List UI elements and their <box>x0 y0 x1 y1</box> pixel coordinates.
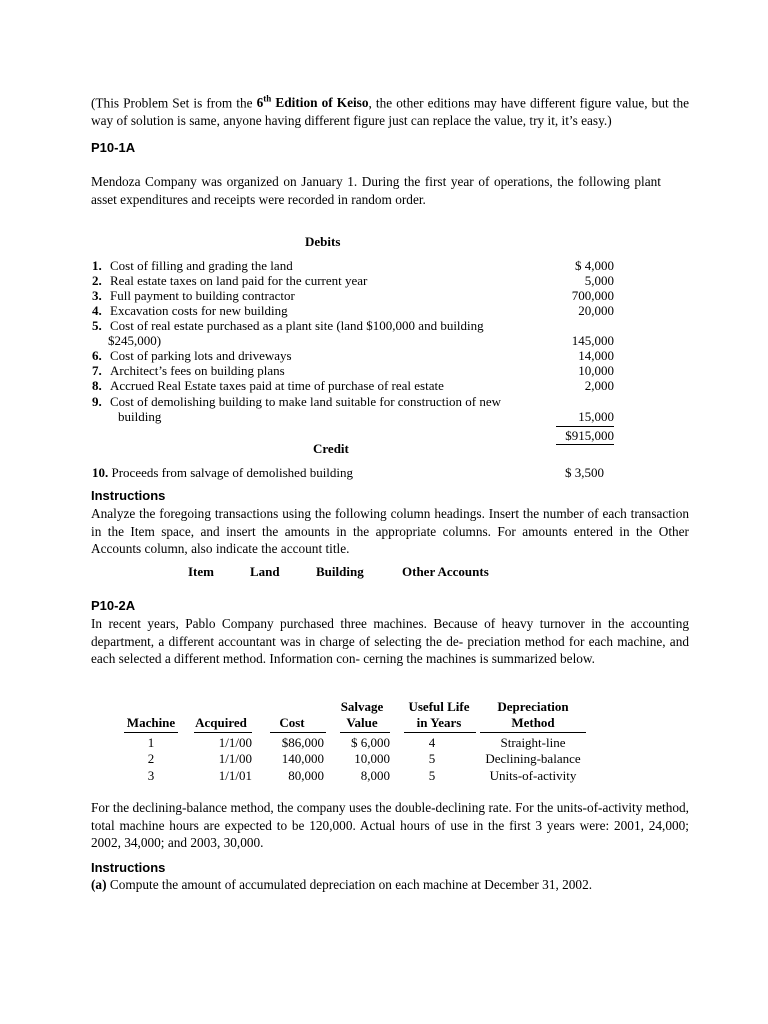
credit-row: 10. Proceeds from salvage of demolished building $ 3,500 <box>92 465 604 480</box>
total-rule-top <box>556 426 614 427</box>
row-3-salvage: 8,000 <box>360 768 390 783</box>
problem-2-instructions-heading: Instructions <box>91 860 166 875</box>
edition-number: 6 <box>256 95 264 111</box>
debit-row: 4. Excavation costs for new building 20,000 <box>92 303 614 318</box>
debit-row: 5. Cost of real estate purchased as a plant site (land $100,000 and building <box>92 318 484 333</box>
column-heading-item: Item <box>188 564 214 579</box>
row-2-life: 5 <box>428 751 436 766</box>
header-machine: Machine <box>126 715 176 730</box>
total-rule-bottom <box>556 444 614 445</box>
header-rule-acquired <box>194 732 252 733</box>
debits-total: $915,000 <box>565 428 614 443</box>
row-2-cost: 140,000 <box>281 751 324 766</box>
column-heading-land: Land <box>250 564 280 579</box>
header-rule-salvage <box>340 732 390 733</box>
column-heading-building: Building <box>316 564 364 579</box>
header-acquired: Acquired <box>195 715 247 730</box>
debit-row: 3. Full payment to building contractor 700,000 <box>92 288 614 303</box>
problem-2-heading: P10-2A <box>91 598 136 613</box>
row-2-salvage: 10,000 <box>354 751 390 766</box>
debit-row: 7. Architect’s fees on building plans 10,000 <box>92 363 614 378</box>
edition-rest: Edition of Keiso <box>271 95 369 111</box>
problem-1-heading: P10-1A <box>91 140 136 155</box>
debits-heading: Debits <box>305 234 341 249</box>
edition-superscript: th <box>263 94 272 104</box>
debit-row: 9. Cost of demolishing building to make land suitable for construction of new <box>92 394 502 409</box>
problem-2-note: For the declining-balance method, the company uses the double-declining rate. For the units-of-activity method, total machine hours are expected to be 120,000. Actual hours of use in the first 3 years were: 2001, 24,000; 2002, 34,000; and 2003, 30,000. <box>91 800 689 850</box>
row-3-method: Units-of-activity <box>489 768 577 783</box>
debit-row-continued: building 15,000 <box>118 409 614 424</box>
header-method: Method <box>511 715 555 730</box>
row-3-acquired: 1/1/01 <box>218 768 252 783</box>
header-rule-life <box>404 732 476 733</box>
debit-row: 1. Cost of filling and grading the land $ 4,000 <box>92 258 614 273</box>
debit-row: 8. Accrued Real Estate taxes paid at time of purchase of real estate 2,000 <box>92 378 614 393</box>
row-1-life: 4 <box>428 735 436 750</box>
instruction-a-text: Compute the amount of accumulated depreciation on each machine at December 31, 2002. <box>106 877 593 892</box>
problem-1-instructions-heading: Instructions <box>91 488 166 503</box>
header-rule-machine <box>124 732 178 733</box>
instruction-a-label: (a) <box>91 877 107 892</box>
intro-text-1: (This Problem Set is from the <box>91 95 257 111</box>
row-2-machine: 2 <box>147 751 155 766</box>
debit-row: 6. Cost of parking lots and driveways 14,000 <box>92 348 614 363</box>
row-2-method: Declining-balance <box>485 751 581 766</box>
intro-text-2: , the other editions may have different figure value, but the way of solution is same, anyone having different figure just can replace the value, try it, it’s easy.) <box>91 95 690 128</box>
row-2-acquired: 1/1/00 <box>218 751 252 766</box>
header-salvage: Salvage <box>340 699 384 714</box>
row-1-acquired: 1/1/00 <box>218 735 252 750</box>
header-depreciation: Depreciation <box>497 699 569 714</box>
header-cost: Cost <box>279 715 305 730</box>
problem-1-description: Mendoza Company was organized on January 1. During the first year of operations, the following plant asset expenditures and receipts were recorded in random order. <box>91 174 661 207</box>
credit-heading: Credit <box>313 441 349 456</box>
problem-2-description: In recent years, Pablo Company purchased three machines. Because of heavy turnover in the accounting department, a different accountant was in charge of selecting the de- preciation method for each machine, and each selected a different method. Information con- cerning the machines is summarized below. <box>91 616 689 666</box>
column-heading-other-accounts: Other Accounts <box>402 564 489 579</box>
header-rule-method <box>480 732 586 733</box>
header-rule-cost <box>270 732 326 733</box>
row-3-machine: 3 <box>147 768 155 783</box>
instruction-a <box>91 876 689 893</box>
intro-paragraph <box>91 91 689 129</box>
row-3-cost: 80,000 <box>288 768 324 783</box>
row-3-life: 5 <box>428 768 436 783</box>
debit-row-continued: $245,000) 145,000 <box>108 333 614 348</box>
problem-1-instructions: Analyze the foregoing transactions using the following column headings. Insert the number of each transaction in the Item space, and insert the amounts in the appropriate columns. For amounts entered in the Other Accounts column, also indicate the account title. <box>91 506 689 556</box>
header-value: Value <box>346 715 378 730</box>
header-useful-life: Useful Life <box>408 699 470 714</box>
header-in-years: in Years <box>416 715 462 730</box>
row-1-cost: $86,000 <box>281 735 324 750</box>
row-1-machine: 1 <box>147 735 155 750</box>
debit-row: 2. Real estate taxes on land paid for the current year 5,000 <box>92 273 614 288</box>
row-1-method: Straight-line <box>500 735 566 750</box>
row-1-salvage: $ 6,000 <box>351 735 390 750</box>
